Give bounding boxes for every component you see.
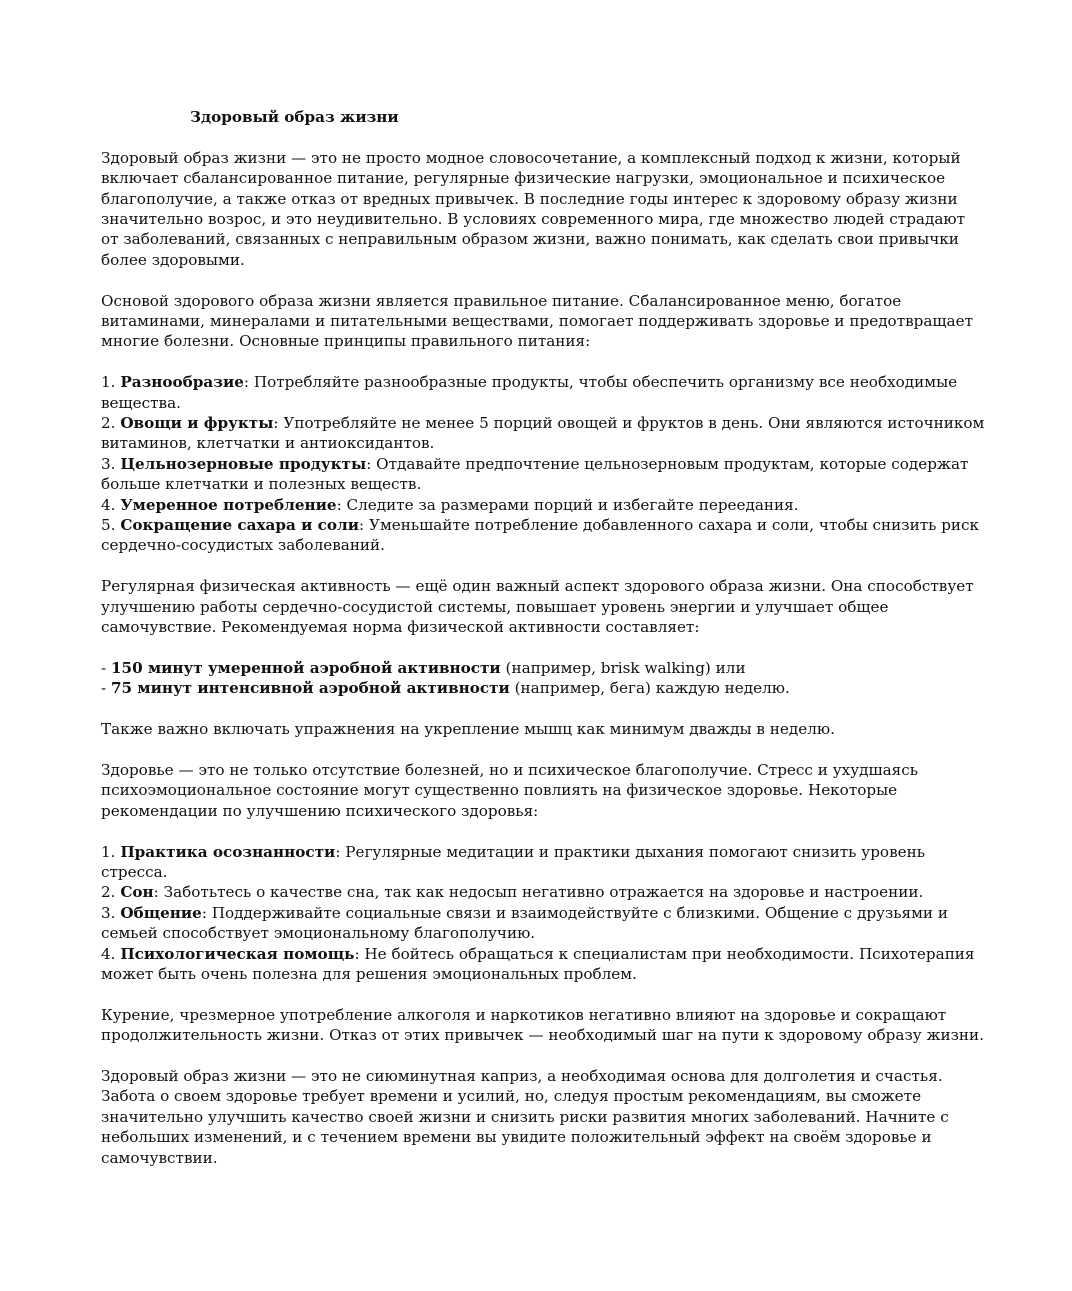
list-item-term: Психологическая помощь [120, 944, 355, 963]
list-item: 4. Умеренное потребление: Следите за размерами порций и избегайте переедания. [101, 495, 799, 514]
list-item-term: Умеренное потребление [120, 495, 337, 514]
list-item: 3. Общение: Поддерживайте социальные связи и взаимодействуйте с близкими. Общение с друзьями и семьей способствует эмоциональному благополучию. [101, 903, 948, 943]
list-item: - 75 минут интенсивной аэробной активности (например, бега) каждую неделю. [101, 679, 790, 698]
list-item-term: Овощи и фрукты [120, 414, 274, 433]
list-item: 4. Психологическая помощь: Не бойтесь обращаться к специалистам при необходимости. Психотерапия может быть очень полезна для решения эмоциональных проблем. [101, 944, 975, 983]
paragraph-nutrition: Основой здорового образа жизни является правильное питание. Сбалансированное меню, богатое витаминами, минералами и питательными веществами, помогает поддерживать здоровье и предотвращает многие болезни. Основные принципы правильного питания: [101, 291, 973, 351]
list-item-term: Сокращение сахара и соли [120, 516, 360, 535]
list-item-term: Общение [120, 903, 202, 922]
list-item: 1. Практика осознанности: Регулярные медитации и практики дыхания помогают снизить уровень стресса. [101, 842, 925, 881]
list-item-term: Цельнозерновые продукты [120, 454, 367, 473]
paragraph-mental: Здоровье — это не только отсутствие болезней, но и психическое благополучие. Стресс и ухудшаясь психоэмоциональное состояние могут существенно повлиять на физическое здоровье. Некоторые рекомендации по улучшению психического здоровья: [101, 760, 919, 820]
list-item: 3. Цельнозерновые продукты: Отдавайте предпочтение цельнозерновым продуктам, которые содержат больше клетчатки и полезных веществ. [101, 454, 969, 494]
list-item-term: Разнообразие [120, 373, 244, 392]
list-item-term: Сон [120, 883, 154, 902]
activity-list [101, 658, 986, 699]
paragraph-intro: Здоровый образ жизни — это не просто модное словосочетание, а комплексный подход к жизни, который включает сбалансированное питание, регулярные физические нагрузки, эмоциональное и психическое благополучие, а также отказ от вредных привычек. В последние годы интерес к здоровому образу жизни значительно возрос, и это неудивительно. В условиях современного мира, где множество людей страдают от заболеваний, связанных с неправильным образом жизни, важно понимать, как сделать свои привычки более здоровыми. [101, 148, 966, 269]
list-item: 2. Сон: Заботьтесь о качестве сна, так как недосып негативно отражается на здоровье и настроении. [101, 883, 924, 902]
list-item: 2. Овощи и фрукты: Употребляйте не менее 5 порций овощей и фруктов в день. Они являются источником витаминов, клетчатки и антиоксидантов. [101, 414, 985, 453]
list-item-term: 150 минут умеренной аэробной активности [110, 658, 501, 677]
list-item-term: 75 минут интенсивной аэробной активности [110, 679, 510, 698]
document-title: Здоровый образ жизни [190, 108, 399, 126]
list-item: - 150 минут умеренной аэробной активности (например, brisk walking) или [101, 658, 746, 677]
paragraph-habits: Курение, чрезмерное употребление алкоголя и наркотиков негативно влияют на здоровье и сокращают продолжительность жизни. Отказ от этих привычек — необходимый шаг на пути к здоровому образу жизни. [101, 1005, 984, 1045]
paragraph-strength: Также важно включать упражнения на укрепление мышц как минимум дважды в неделю. [101, 720, 835, 739]
list-item-term: Практика осознанности [120, 842, 336, 861]
paragraph-activity: Регулярная физическая активность — ещё один важный аспект здорового образа жизни. Она способствует улучшению работы сердечно-сосудистой системы, повышает уровень энергии и улучшает общее самочувствие. Рекомендуемая норма физической активности составляет: [101, 577, 974, 637]
list-item: 5. Сокращение сахара и соли: Уменьшайте потребление добавленного сахара и соли, чтобы снизить риск сердечно-сосудистых заболеваний. [101, 516, 980, 555]
mental-health-list [101, 842, 986, 985]
document-page [101, 107, 986, 1188]
list-item: 1. Разнообразие: Потребляйте разнообразные продукты, чтобы обеспечить организму все необходимые вещества. [101, 373, 958, 412]
nutrition-list [101, 372, 986, 556]
paragraph-conclusion: Здоровый образ жизни — это не сиюминутная каприз, а необходимая основа для долголетия и счастья. Забота о своем здоровье требует времени и усилий, но, следуя простым рекомендациям, вы сможете значительно улучшить качество своей жизни и снизить риски развития многих заболеваний. Начните с небольших изменений, и с течением времени вы увидите положительный эффект на своём здоровье и самочувствии. [101, 1066, 949, 1167]
